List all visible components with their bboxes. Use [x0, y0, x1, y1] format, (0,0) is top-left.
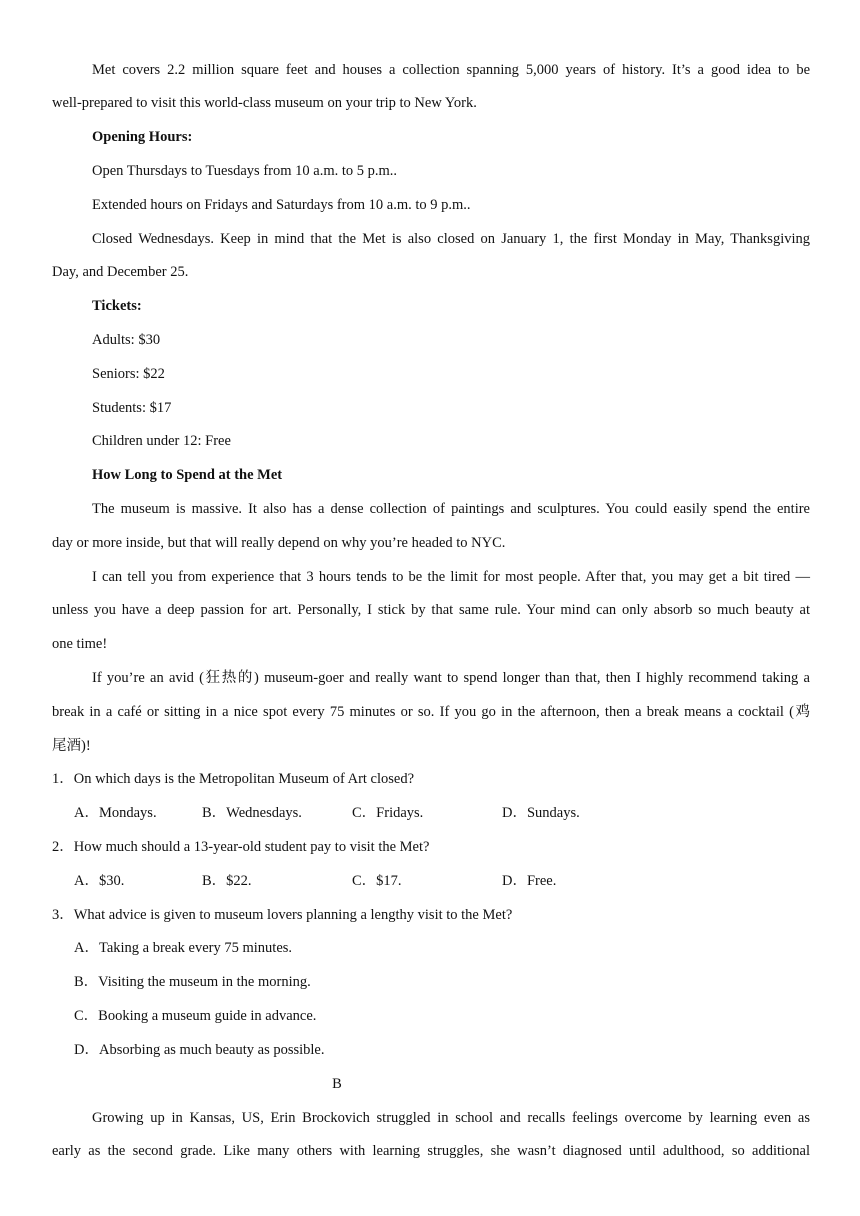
how-long-p2-line-3: one time!	[52, 636, 108, 652]
opening-hours-line-1: Open Thursdays to Tuesdays from 10 a.m. to 5 p.m..	[92, 163, 398, 179]
ticket-children: Children under 12: Free	[92, 433, 231, 449]
question-1-option-d[interactable]: D．Sundays.	[502, 805, 580, 821]
question-2-option-c[interactable]: C．$17.	[352, 873, 402, 889]
ticket-adults: Adults: $30	[92, 332, 161, 348]
intro-line-1: Met covers 2.2 million square feet and houses a collection spanning 5,000 years of history. It’s a good idea to be	[92, 62, 810, 78]
ticket-seniors: Seniors: $22	[92, 366, 165, 382]
question-1-option-b[interactable]: B．Wednesdays.	[202, 805, 302, 821]
question-1-option-a[interactable]: A．Mondays.	[74, 805, 157, 821]
how-long-p3-line-2: break in a café or sitting in a nice spot every 75 minutes or so. If you go in the afternoon, then a break means a cocktail (鸡	[52, 704, 810, 720]
ticket-students: Students: $17	[92, 400, 172, 416]
section-b-line-1: Growing up in Kansas, US, Erin Brockovich struggled in school and recalls feelings overcome by learning even as	[92, 1110, 810, 1126]
how-long-heading: How Long to Spend at the Met	[92, 467, 283, 483]
question-2-option-b[interactable]: B．$22.	[202, 873, 252, 889]
question-3-option-c[interactable]: C．Booking a museum guide in advance.	[74, 1008, 317, 1024]
opening-hours-heading: Opening Hours:	[92, 129, 193, 145]
how-long-p3-line-3: 尾酒)!	[52, 738, 91, 754]
tickets-heading: Tickets:	[92, 298, 142, 314]
opening-hours-line-2: Extended hours on Fridays and Saturdays from 10 a.m. to 9 p.m..	[92, 197, 471, 213]
how-long-p2-line-1: I can tell you from experience that 3 hours tends to be the limit for most people. After that, you may get a bit tired —	[92, 569, 810, 585]
how-long-p3-line-1: If you’re an avid (狂热的) museum-goer and really want to spend longer than that, then I highly recommend taking a	[92, 670, 810, 686]
question-2-option-d[interactable]: D．Free.	[502, 873, 557, 889]
section-b-line-2: early as the second grade. Like many others with learning struggles, she wasn’t diagnosed until adulthood, so additional	[52, 1143, 810, 1159]
how-long-p2-line-2: unless you have a deep passion for art. Personally, I stick by that same rule. Your mind can only absorb so much beauty at	[52, 602, 810, 618]
closed-line-2: Day, and December 25.	[52, 264, 189, 280]
question-1-stem: 1．On which days is the Metropolitan Museum of Art closed?	[52, 771, 415, 787]
how-long-p1-line-1: The museum is massive. It also has a dense collection of paintings and sculptures. You could easily spend the entire	[92, 501, 810, 517]
closed-line-1: Closed Wednesdays. Keep in mind that the Met is also closed on January 1, the first Monday in May, Thanksgiving	[92, 231, 810, 247]
question-2-stem: 2．How much should a 13-year-old student pay to visit the Met?	[52, 839, 430, 855]
section-b-label: B	[332, 1076, 342, 1092]
question-1-option-c[interactable]: C．Fridays.	[352, 805, 424, 821]
how-long-p1-line-2: day or more inside, but that will really depend on why you’re headed to NYC.	[52, 535, 506, 551]
question-3-stem: 3．What advice is given to museum lovers planning a lengthy visit to the Met?	[52, 907, 513, 923]
question-3-option-b[interactable]: B．Visiting the museum in the morning.	[74, 974, 311, 990]
intro-line-2: well-prepared to visit this world-class museum on your trip to New York.	[52, 95, 477, 111]
question-3-option-a[interactable]: A．Taking a break every 75 minutes.	[74, 940, 293, 956]
question-2-option-a[interactable]: A．$30.	[74, 873, 125, 889]
question-3-option-d[interactable]: D．Absorbing as much beauty as possible.	[74, 1042, 325, 1058]
